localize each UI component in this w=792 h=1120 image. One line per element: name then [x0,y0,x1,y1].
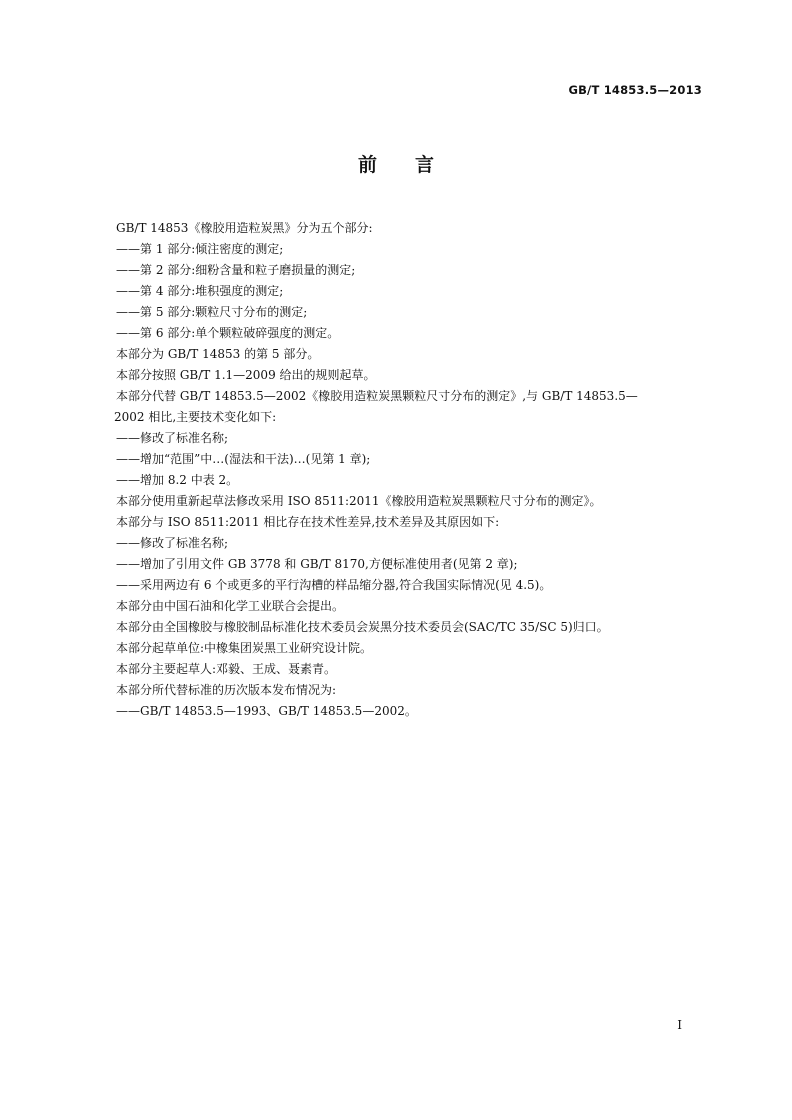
paragraph-intro: GB/T 14853《橡胶用造粒炭黑》分为五个部分: [116,221,373,235]
paragraph-continuation [114,407,702,428]
foreword-body [116,218,702,722]
standard-number-header: GB/T 14853.5—2013 [568,83,702,97]
list-item: ——第 4 部分:堆积强度的测定; [116,284,284,298]
list-item: ——修改了标准名称; [116,431,229,445]
paragraph: 本部分由全国橡胶与橡胶制品标准化技术委员会炭黑分技术委员会(SAC/TC 35/SC 5)归口。 [116,620,609,634]
list-item: ——采用两边有 6 个或更多的平行沟槽的样品缩分器,符合我国实际情况(见 4.5)。 [116,578,552,592]
list-item: ——增加“范围”中…(湿法和干法)…(见第 1 章); [116,452,371,466]
list-item: ——修改了标准名称; [116,536,229,550]
paragraph: 本部分起草单位:中橡集团炭黑工业研究设计院。 [116,641,373,655]
list-item: ——第 5 部分:颗粒尺寸分布的测定; [116,305,308,319]
paragraph: 本部分代替 GB/T 14853.5—2002《橡胶用造粒炭黑颗粒尺寸分布的测定》,与 GB/T 14853.5— [116,389,638,403]
paragraph: 本部分所代替标准的历次版本发布情况为: [116,683,337,697]
paragraph: 本部分主要起草人:邓毅、王成、聂素青。 [116,662,337,676]
paragraph-continuation-text: 2002 相比,主要技术变化如下: [114,410,277,424]
paragraph: 本部分为 GB/T 14853 的第 5 部分。 [116,347,320,361]
paragraph: 本部分使用重新起草法修改采用 ISO 8511:2011《橡胶用造粒炭黑颗粒尺寸分布的测定》。 [116,494,602,508]
list-item: ——第 1 部分:倾注密度的测定; [116,242,284,256]
list-item: ——GB/T 14853.5—1993、GB/T 14853.5—2002。 [116,704,417,718]
list-item: ——增加 8.2 中表 2。 [116,473,239,487]
list-item: ——第 6 部分:单个颗粒破碎强度的测定。 [116,326,340,340]
list-item: ——第 2 部分:细粉含量和粒子磨损量的测定; [116,263,356,277]
page-title: 前言 [357,154,472,176]
page-number: I [677,1018,682,1032]
paragraph: 本部分按照 GB/T 1.1—2009 给出的规则起草。 [116,368,376,382]
paragraph: 本部分与 ISO 8511:2011 相比存在技术性差异,技术差异及其原因如下: [116,515,500,529]
paragraph: 本部分由中国石油和化学工业联合会提出。 [116,599,345,613]
list-item: ——增加了引用文件 GB 3778 和 GB/T 8170,方便标准使用者(见第 2 章); [116,557,518,571]
